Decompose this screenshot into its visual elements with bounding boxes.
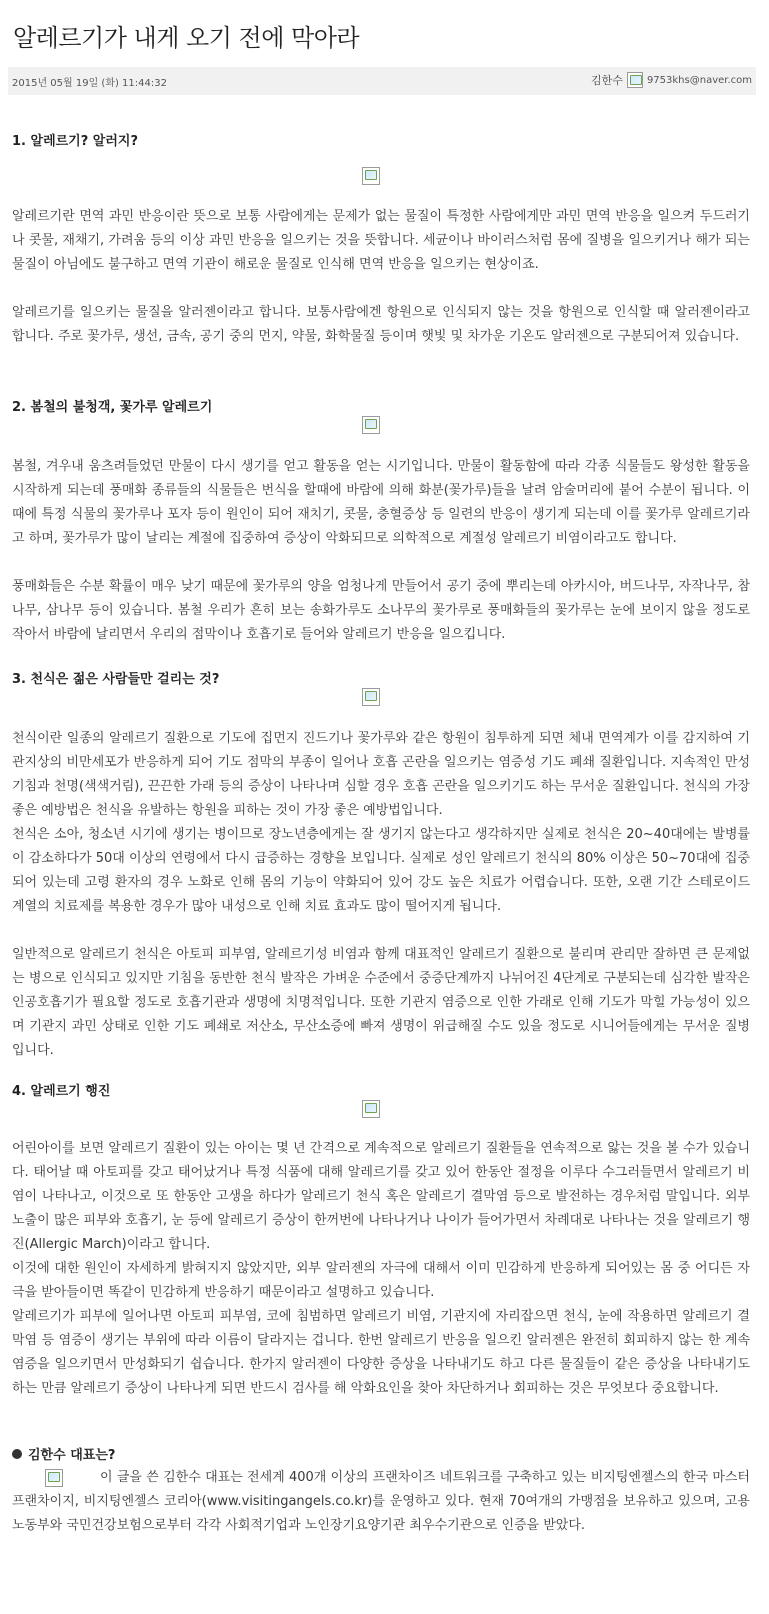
section-4-paragraph-1: 어린아이를 보면 알레르기 질환이 있는 아이는 몇 년 간격으로 계속적으로 알레르기 질환들을 연속적으로 앓는 것을 볼 수가 있습니다. 태어날 때 아토피를 갖고 태어났거나 특정 식품에 대해 알레르기를 갖고 있어 한동안 절정을 이루다 수그러들면서 알레르기 비염이 나타나고, 이것으로 또 한동안 고생을 하다가 알레르기 천식 혹은 알레르기 결막염 등으로 발전하는 경우처럼 말입니다. 외부 노출이 많은 피부와 호흡기, 눈 등에 알레르기 증상이 한꺼번에 나타나거나 나이가 들어가면서 차례대로 나타나는 것을 알레르기 행진(Allergic March)이라고 합니다. — [12, 1141, 750, 1252]
author-email-image-icon — [627, 72, 643, 88]
section-1-image-icon — [362, 167, 380, 185]
article-meta-bar — [8, 67, 756, 95]
section-4-paragraph-3: 알레르기가 피부에 일어나면 아토피 피부염, 코에 침범하면 알레르기 비염, 기관지에 자리잡으면 천식, 눈에 작용하면 알레르기 결막염 등 염증이 생기는 부위에 따라 이름이 달라지는 겁니다. 한번 알레르기 반응을 일으킨 알러젠은 완전히 회피하지 않는 한 계속 염증을 일으키면서 만성화되기 쉽습니다. 한가지 알러젠이 다양한 증상을 나타내기도 하고 다른 물질들이 같은 증상을 나타내기도 하는 만큼 알레르기 증상이 나타나게 되면 반드시 검사를 해 악화요인을 찾아 차단하거나 회피하는 것은 무엇보다 중요합니다. — [12, 1309, 750, 1396]
author-email[interactable]: 9753khs@naver.com — [646, 74, 752, 86]
section-1-paragraph-2: 알레르기를 일으키는 물질을 알러젠이라고 합니다. 보통사람에겐 항원으로 인식되지 않는 것을 항원으로 인식할 때 알러젠이라고 합니다. 주로 꽃가루, 생선, 금속, 공기 중의 먼지, 약물, 화학물질 등이며 햇빛 및 차가운 기온도 알러젠으로 구분되어져 있습니다. — [12, 305, 750, 344]
author-name: 김한수 — [591, 74, 623, 87]
article-date: 2015년 05월 19일 (화) 11:44:32 — [12, 78, 167, 89]
article-title: 알레르기가 내게 오기 전에 막아라 — [13, 24, 360, 52]
section-heading-3: 3. 천식은 젊은 사람들만 걸리는 것? — [12, 672, 220, 687]
section-3-paragraph-1: 천식이란 일종의 알레르기 질환으로 기도에 집먼지 진드기나 꽃가루와 같은 항원이 침투하게 되면 체내 면역계가 이를 감지하여 기관지상의 비만세포가 반응하게 되어 기도 점막의 부종이 일어나 호흡 곤란을 일으키는 염증성 기도 폐쇄 질환입니다. 지속적인 만성기침과 천명(색색거림), 끈끈한 가래 등의 증상이 나타나며 심할 경우 호흡 곤란을 일으키기도 하는 무서운 질환입니다. 천식의 가장 좋은 예방법은 천식을 유발하는 항원을 피하는 것이 가장 좋은 예방법입니다. — [12, 731, 750, 818]
section-2-image-icon — [362, 416, 380, 434]
section-4-paragraph-2: 이것에 대한 원인이 자세하게 밝혀지지 않았지만, 외부 알러젠의 자극에 대해서 이미 민감하게 반응하게 되어있는 몸 중 어디든 자극을 받아들이면 똑같이 민감하게 반응하기 때문이라고 설명하고 있습니다. — [12, 1261, 750, 1300]
section-heading-2: 2. 봄철의 불청객, 꽃가루 알레르기 — [12, 400, 213, 415]
bio-heading-text: 김한수 대표는? — [28, 1448, 116, 1463]
section-3-paragraph-3: 일반적으로 알레르기 천식은 아토피 피부염, 알레르기성 비염과 함께 대표적인 알레르기 질환으로 불리며 관리만 잘하면 큰 문제없는 병으로 인식되고 있지만 기침을 동반한 천식 발작은 가벼운 수준에서 중증단계까지 나뉘어진 4단계로 구분되는데 심각한 발작은 인공호흡기가 필요할 정도로 호흡기관과 생명에 치명적입니다. 또한 기관지 염증으로 인한 가래로 인해 기도가 막힐 가능성이 있으며 기관지 과민 상태로 인한 기도 폐쇄로 저산소, 무산소증에 빠져 생명이 위급해질 수도 있을 정도로 시니어들에게는 무서운 질병입니다. — [12, 947, 750, 1058]
bio-heading — [12, 1444, 115, 1463]
article-byline — [591, 72, 752, 88]
section-2-paragraph-2: 풍매화들은 수분 확률이 매우 낮기 때문에 꽃가루의 양을 엄청나게 만들어서 공기 중에 뿌리는데 아카시아, 버드나무, 자작나무, 참나무, 삼나무 등이 있습니다. 봄철 우리가 흔히 보는 송화가루도 소나무의 꽃가루로 풍매화들의 꽃가루는 눈에 보이지 않을 정도로 작아서 바람에 날리면서 우리의 점막이나 호흡기로 들어와 알레르기 반응을 일으킵니다. — [12, 579, 750, 642]
bio-text: 이 글을 쓴 김한수 대표는 전세계 400개 이상의 프랜차이즈 네트워크를 구축하고 있는 비지팅엔젤스의 한국 마스터 프랜차이지, 비지팅엔젤스 코리아(www.visitingangels.co.kr)를 운영하고 있다. 현재 70여개의 가맹점을 보유하고 있으며, 고용노동부와 국민건강보험으로부터 각각 사회적기업과 노인장기요양기관 최우수기관으로 인증을 받았다. — [12, 1470, 750, 1533]
section-3-image-icon — [362, 688, 380, 706]
section-1-paragraph-1: 알레르기란 면역 과민 반응이란 뜻으로 보통 사람에게는 문제가 없는 물질이 특정한 사람에게만 과민 면역 반응을 일으켜 두드러기나 콧물, 재채기, 가려움 등의 이상 과민 반응을 일으키는 것을 뜻합니다. 세균이나 바이러스처럼 몸에 질병을 일으키거나 해가 되는 물질이 아님에도 불구하고 면역 기관이 해로운 물질로 인식해 면역 반응을 일으키는 현상이죠. — [12, 209, 750, 272]
section-heading-4: 4. 알레르기 행진 — [12, 1084, 111, 1099]
section-2-paragraph-1: 봄철, 겨우내 움츠려들었던 만물이 다시 생기를 얻고 활동을 얻는 시기입니다. 만물이 활동함에 따라 각종 식물들도 왕성한 활동을 시작하게 되는데 풍매화 종류들의 식물들은 번식을 할때에 바람에 의해 화분(꽃가루)들을 날려 암술머리에 붙어 수분이 됩니다. 이때에 특정 식물의 꽃가루나 포자 등이 원인이 되어 재치기, 콧물, 충혈증상 등 일련의 반응이 생기게 되는데 이를 꽃가루 알레르기라고 하며, 꽃가루가 많이 날리는 계절에 집중하여 증상이 악화되므로 의학적으로 계절성 알레르기 비염이라고도 합니다. — [12, 459, 750, 546]
bullet-icon — [12, 1449, 22, 1459]
section-4-image-icon — [362, 1100, 380, 1118]
section-heading-1: 1. 알레르기? 알러지? — [12, 134, 139, 149]
section-3-paragraph-2: 천식은 소아, 청소년 시기에 생기는 병이므로 장노년층에게는 잘 생기지 않는다고 생각하지만 실제로 천식은 20~40대에는 발병률이 감소하다가 50대 이상의 연령에서 다시 급증하는 경향을 보입니다. 실제로 성인 알레르기 천식의 80% 이상은 50~70대에 집중되어 있는데 고령 환자의 경우 노화로 인해 몸의 기능이 약화되어 있어 강도 높은 치료가 어렵습니다. 또한, 오랜 기간 스테로이드 계열의 치료제를 복용한 경우가 많아 내성으로 인해 치료 효과도 많이 떨어지게 됩니다. — [12, 827, 750, 914]
